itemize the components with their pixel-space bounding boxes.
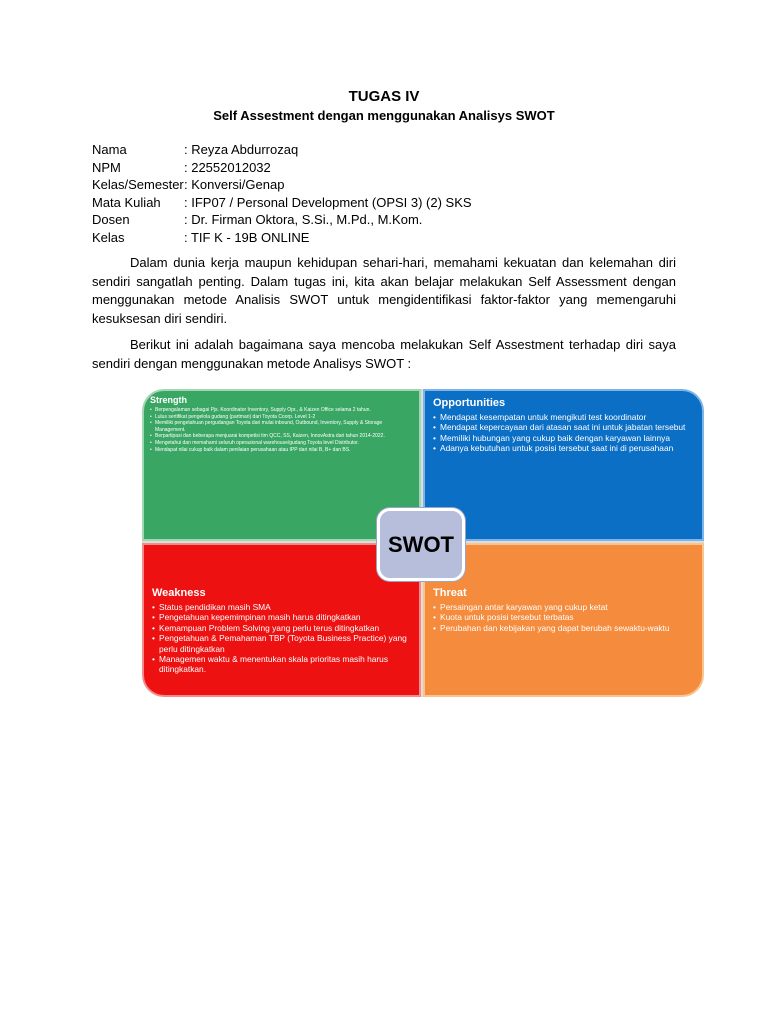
weakness-title: Weakness bbox=[152, 587, 206, 599]
list-item: • Kuota untuk posisi tersebut terbatas bbox=[433, 612, 694, 622]
info-label: Kelas/Semester bbox=[92, 177, 184, 192]
student-info bbox=[92, 141, 472, 246]
list-item: • Status pendidikan masih SMA bbox=[152, 602, 411, 612]
opportunities-quadrant bbox=[423, 389, 704, 541]
info-label: Nama bbox=[92, 142, 127, 157]
page-subtitle: Self Assestment dengan menggunakan Analisys SWOT bbox=[213, 108, 555, 123]
list-item: • Managemen waktu & menentukan skala prioritas masih harus ditingkatkan. bbox=[152, 654, 411, 675]
info-label: Kelas bbox=[92, 229, 125, 245]
threat-list bbox=[433, 602, 694, 633]
list-item: • Adanya kebutuhan untuk posisi tersebut saat ini di perusahaan bbox=[433, 443, 694, 453]
info-row-mata-kuliah bbox=[92, 194, 472, 212]
list-item: • Mendapat kesempatan untuk mengikuti test koordinator bbox=[433, 412, 694, 422]
strength-list bbox=[150, 407, 413, 453]
method-paragraph: Berikut ini adalah bagaimana saya mencoba melakukan Self Assestment terhadap diri saya sendiri dengan menggunakan metode Analisys SWOT : bbox=[92, 337, 676, 371]
list-item: • Berpengalaman sebagai Pjs. Koordinator Inventory, Supply Opr., & Kaizen Office selama 2 tahun. bbox=[150, 407, 413, 414]
threat-quadrant bbox=[423, 543, 704, 697]
info-label: NPM bbox=[92, 159, 121, 175]
info-value: : Dr. Firman Oktora, S.Si., M.Pd., M.Kom. bbox=[184, 212, 423, 227]
opportunities-title: Opportunities bbox=[433, 397, 506, 409]
info-row-npm bbox=[92, 159, 472, 177]
list-item: • Pengetahuan kepemimpinan masih harus ditingkatkan bbox=[152, 612, 411, 622]
list-item: • Mengetahui dan memahami seluruh operasional warehouse/gudang Toyota level Distributor. bbox=[150, 440, 413, 447]
opportunities-list bbox=[433, 412, 694, 454]
info-value: : Reyza Abdurrozaq bbox=[184, 142, 299, 157]
page-title: TUGAS IV bbox=[348, 88, 420, 105]
list-item: • Berpartipasi dan beberapa menjuarai kompetisi tim QCC, SS, Kaizen, InnovAstra dari tahun 2014-2022. bbox=[150, 433, 413, 440]
intro-paragraph: Dalam dunia kerja maupun kehidupan sehari-hari, memahami kekuatan dan kelemahan diri sendiri sangatlah penting. Dalam tugas ini, kita akan belajar melakukan Self Assessment dengan menggunakan metode Analisis SWOT untuk mengidentifikasi faktor-faktor yang memengaruhi kesuksesan diri sendiri. bbox=[92, 255, 676, 326]
info-row-dosen bbox=[92, 211, 472, 229]
info-label: Dosen bbox=[92, 212, 130, 227]
info-value: : TIF K - 19B ONLINE bbox=[184, 229, 310, 245]
weakness-list bbox=[152, 602, 411, 675]
list-item: • Memiliki pengetahuan pergudangan Toyota dari mulai inbound, Outbound, Inventory, Supply & Storage Management. bbox=[150, 420, 413, 433]
info-row-nama bbox=[92, 141, 472, 159]
list-item: • Perubahan dan kebijakan yang dapat berubah sewaktu-waktu bbox=[433, 623, 694, 633]
info-value: : Konversi/Genap bbox=[184, 177, 285, 192]
threat-title: Threat bbox=[433, 587, 467, 599]
list-item: • Persaingan antar karyawan yang cukup ketat bbox=[433, 602, 694, 612]
info-value: : IFP07 / Personal Development (OPSI 3) (2) SKS bbox=[184, 194, 472, 210]
list-item: • Mendapat nilai cukup baik dalam penilaian perusahaan atau IPP dari nilai B, B+ dan BS. bbox=[150, 447, 413, 454]
list-item: • Kemampuan Problem Solving yang perlu terus ditingkatkan bbox=[152, 623, 411, 633]
swot-center-label: SWOT bbox=[377, 508, 465, 581]
info-row-kelas bbox=[92, 229, 472, 247]
info-row-kelas-semester bbox=[92, 176, 472, 194]
info-label: Mata Kuliah bbox=[92, 194, 161, 210]
list-item: • Lulus sertifikat pengelola gudang (partman) dari Toyota Coorp. Level 1-2 bbox=[150, 414, 413, 421]
list-item: • Memiliki hubungan yang cukup baik dengan karyawan lainnya bbox=[433, 433, 694, 443]
info-value: : 22552012032 bbox=[184, 159, 271, 175]
strength-title: Strength bbox=[150, 395, 187, 405]
list-item: • Mendapat kepercayaan dari atasan saat ini untuk jabatan tersebut bbox=[433, 422, 694, 432]
list-item: • Pengetahuan & Pemahaman TBP (Toyota Business Practice) yang perlu ditingkatkan bbox=[152, 633, 411, 654]
